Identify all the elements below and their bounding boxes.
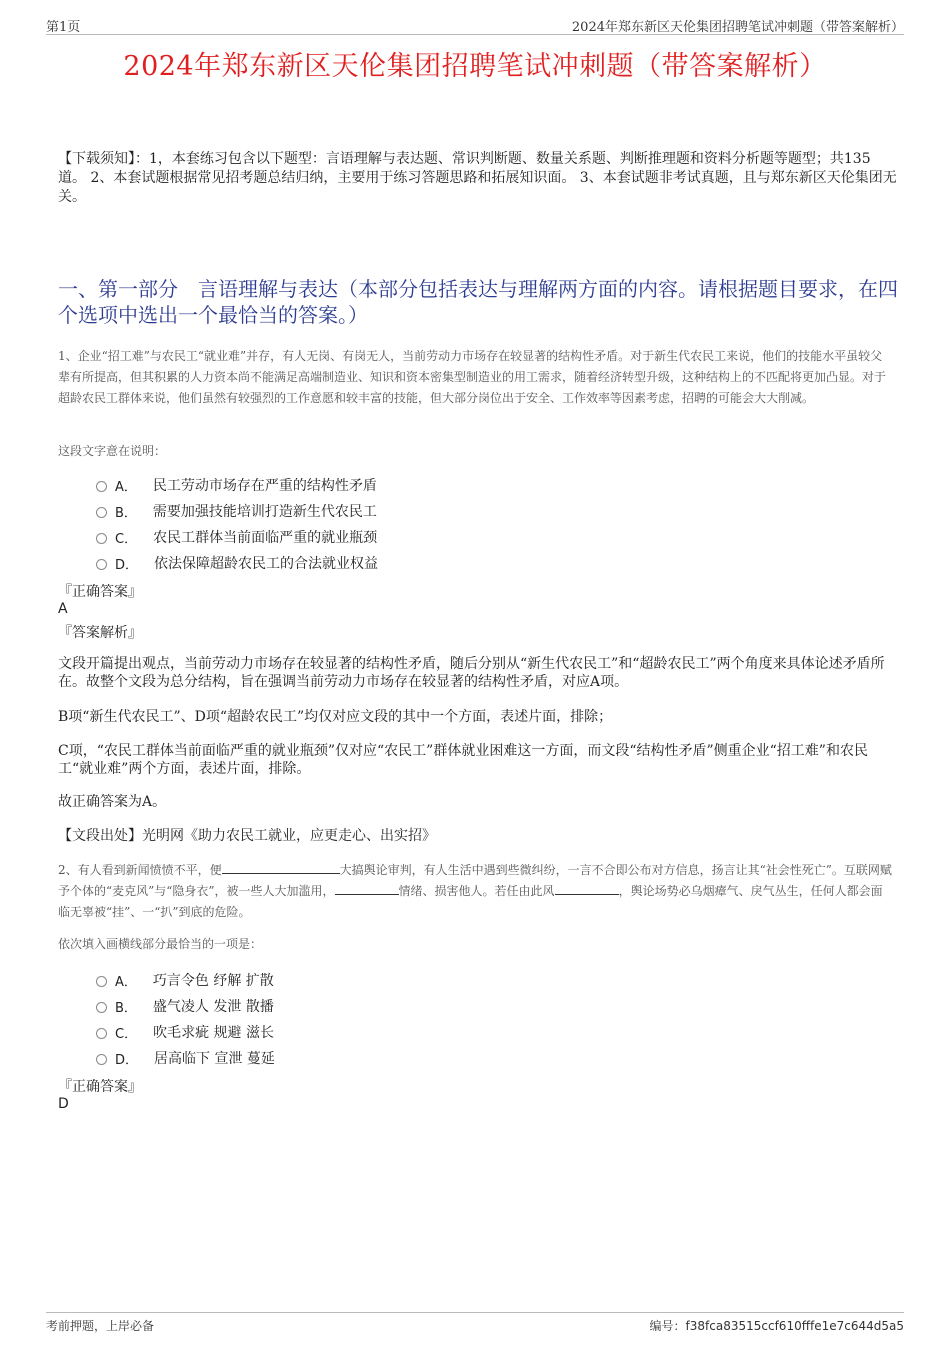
radio-icon[interactable] [96,1054,107,1065]
q2-option-c[interactable]: C． 吹毛求疵 规避 滋长 [96,1019,275,1045]
q2-correct-answer-label: 『正确答案』 [58,1079,142,1095]
q1-correct-answer-label: 『正确答案』 [58,584,142,600]
question-2-options [96,967,275,1071]
radio-icon[interactable] [96,1028,107,1039]
q1-option-a[interactable]: A． 民工劳动市场存在严重的结构性矛盾 [96,472,378,498]
q1-analysis-para-3: C项，“农民工群体当前面临严重的就业瓶颈”仅对应“农民工”群体就业困难这一方面，而文段“结构性矛盾”侧重企业“招工难”和农民工“就业难”两个方面，表述片面，排除。 [58,743,868,777]
q1-source: 【文段出处】光明网《助力农民工就业，应更走心、出实招》 [58,828,436,844]
download-notice: 【下载须知】：1，本套练习包含以下题型：言语理解与表达题、常识判断题、数量关系题、判断推理题和资料分析题等题型；共135道。 2、本套试题根据常见招考题总结归纳，主要用于练习答题思路和拓展知识面。 3、本套试题非考试真题，且与郑东新区天伦集团无关。 [58,151,897,205]
question-2-text: 2、有人看到新闻愤愤不平，便 大搞舆论审判，有人生活中遇到些微纠纷，一言不合即公布对方信息，扬言让其“社会性死亡”。互联网赋予个体的“麦克风”与“隐身衣”，被一些人大加滥用， 情绪、损害他人。若任由此风 ，舆论场势必乌烟瘴气、戾气丛生，任何人都会面临无辜被“挂”、一“扒”到底的危险。 [58,863,892,919]
question-2-prompt: 依次填入画横线部分最恰当的一项是： [58,937,263,951]
q1-analysis-para-1: 文段开篇提出观点，当前劳动力市场存在较显著的结构性矛盾，随后分别从“新生代农民工”和“超龄农民工”两个角度来具体论述矛盾所在。故整个文段为总分结构，旨在强调当前劳动力市场存在较显著的结构性矛盾，对应A项。 [58,656,885,690]
radio-icon[interactable] [96,533,107,544]
fill-blank-1[interactable] [222,861,340,874]
section-heading: 一、第一部分 言语理解与表达（本部分包括表达与理解两方面的内容。请根据题目要求，在四个选项中选出一个最恰当的答案。） [58,277,898,327]
radio-icon[interactable] [96,507,107,518]
fill-blank-2[interactable] [335,882,399,895]
page-footer [46,1312,904,1333]
document-title: 2024年郑东新区天伦集团招聘笔试冲刺题（带答案解析） [123,51,827,82]
q1-option-c[interactable]: C． 农民工群体当前面临严重的就业瓶颈 [96,524,378,550]
q1-analysis-para-4: 故正确答案为A。 [58,794,167,810]
radio-icon[interactable] [96,1002,107,1013]
radio-icon[interactable] [96,559,107,570]
q2-option-d[interactable]: D． 居高临下 宣泄 蔓延 [96,1045,275,1071]
question-1-prompt: 这段文字意在说明： [58,444,167,458]
q1-analysis-para-2: B项“新生代农民工”、D项“超龄农民工”均仅对应文段的其中一个方面，表述片面，排除； [58,709,613,725]
q1-analysis-label: 『答案解析』 [58,625,142,641]
page-header [46,14,904,35]
q1-correct-answer: A [58,601,68,617]
q2-option-a[interactable]: A． 巧言令色 纾解 扩散 [96,967,275,993]
radio-icon[interactable] [96,481,107,492]
radio-icon[interactable] [96,976,107,987]
question-1-text: 1、企业“招工难”与农民工“就业难”并存，有人无岗、有岗无人，当前劳动力市场存在较显著的结构性矛盾。对于新生代农民工来说，他们的技能水平虽较父辈有所提高，但其积累的人力资本尚不能满足高端制造业、知识和资本密集型制造业的用工需求，随着经济转型升级，这种结构上的不匹配将更加凸显。对于超龄农民工群体来说，他们虽然有较强烈的工作意愿和较丰富的技能，但大部分岗位出于安全、工作效率等因素考虑，招聘的可能会大大削减。 [58,349,887,405]
q1-option-b[interactable]: B． 需要加强技能培训打造新生代农民工 [96,498,378,524]
document-code: 编号：f38fca83515ccf610fffe1e7c644d5a5 [649,1319,904,1333]
header-title: 2024年郑东新区天伦集团招聘笔试冲刺题（带答案解析） [571,20,904,35]
question-1-options [96,472,378,576]
q1-option-d[interactable]: D． 依法保障超龄农民工的合法就业权益 [96,550,378,576]
q2-option-b[interactable]: B． 盛气凌人 发泄 散播 [96,993,275,1019]
fill-blank-3[interactable] [555,882,619,895]
q2-correct-answer: D [58,1096,69,1112]
footer-slogan: 考前押题，上岸必备 [46,1319,155,1333]
page-number: 第1页 [46,20,81,35]
